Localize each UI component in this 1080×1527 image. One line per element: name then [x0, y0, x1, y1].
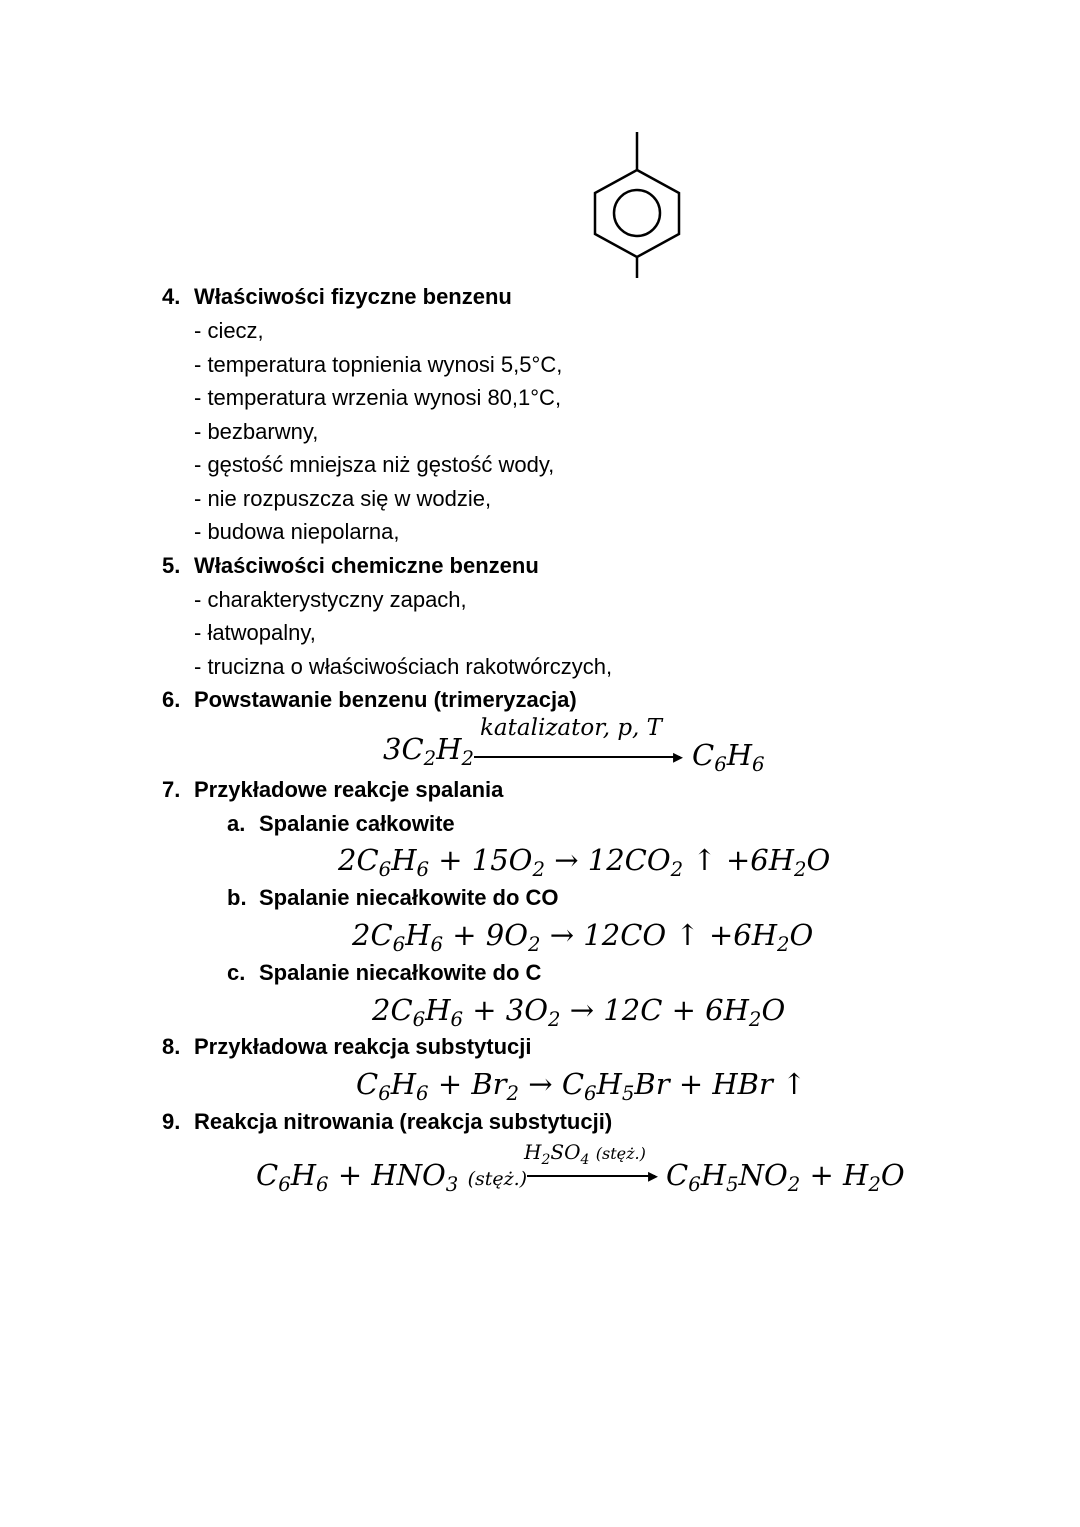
section-9-heading: 9. Reakcja nitrowania (reakcja substytucji): [162, 1109, 613, 1134]
equation-bromination: $C_6H_6 + Br_2 \to C_6H_5Br$ + HBr ↑: [356, 1067, 807, 1105]
equation-nitration-reactants: $C_6H_6 + HNO_3$ (stęż.): [256, 1158, 528, 1196]
list-item: - łatwopalny,: [194, 620, 316, 645]
section-6-heading: 6. Powstawanie benzenu (trimeryzacja): [162, 687, 577, 712]
equation-trimerization-reactant: $3C_2H_2$: [383, 732, 475, 770]
reaction-arrow: [474, 756, 680, 758]
section-4-heading: 4. Właściwości fizyczne benzenu: [162, 284, 512, 309]
equation-incomplete-combustion-co: $2C_6H_6 + 9O_2 \to 12CO$ ↑ $+6H_2O$: [352, 918, 814, 956]
list-item: - temperatura topnienia wynosi 5,5°C,: [194, 352, 563, 377]
arrow-head-icon: ▸: [648, 1163, 659, 1187]
list-item: - budowa niepolarna,: [194, 519, 400, 544]
list-item: - nie rozpuszcza się w wodzie,: [194, 486, 492, 511]
arrow-head-icon: ▸: [673, 744, 684, 768]
reaction-arrow: [527, 1175, 655, 1177]
subsection-7b-heading: b. Spalanie niecałkowite do CO: [227, 885, 559, 910]
benzene-structure-icon: [590, 132, 690, 278]
section-8-heading: 8. Przykładowa reakcja substytucji: [162, 1034, 532, 1059]
equation-incomplete-combustion-c: $2C_6H_6 + 3O_2 \to 12C + 6H_2O$: [372, 993, 786, 1031]
section-7-heading: 7. Przykładowe reakcje spalania: [162, 777, 504, 802]
equation-trimerization-product: $C_6H_6$: [692, 738, 765, 776]
reaction-conditions: katalizator, p, T: [480, 715, 663, 741]
list-item: - temperatura wrzenia wynosi 80,1°C,: [194, 385, 562, 410]
list-item: - charakterystyczny zapach,: [194, 587, 467, 612]
list-item: - ciecz,: [194, 318, 264, 343]
nitration-catalyst: $H_2SO_4$ (stęż.): [524, 1140, 646, 1168]
equation-complete-combustion: $2C_6H_6 + 15O_2 \to 12CO_2$ ↑ $+6H_2O$: [338, 843, 831, 881]
list-item: - trucizna o właściwościach rakotwórczych,: [194, 654, 613, 679]
list-item: - gęstość mniejsza niż gęstość wody,: [194, 452, 555, 477]
list-item: - bezbarwny,: [194, 419, 319, 444]
subsection-7c-heading: c. Spalanie niecałkowite do C: [227, 960, 542, 985]
section-5-heading: 5. Właściwości chemiczne benzenu: [162, 553, 539, 578]
equation-nitration-products: $C_6H_5NO_2 + H_2O$: [666, 1158, 905, 1196]
subsection-7a-heading: a. Spalanie całkowite: [227, 811, 455, 836]
